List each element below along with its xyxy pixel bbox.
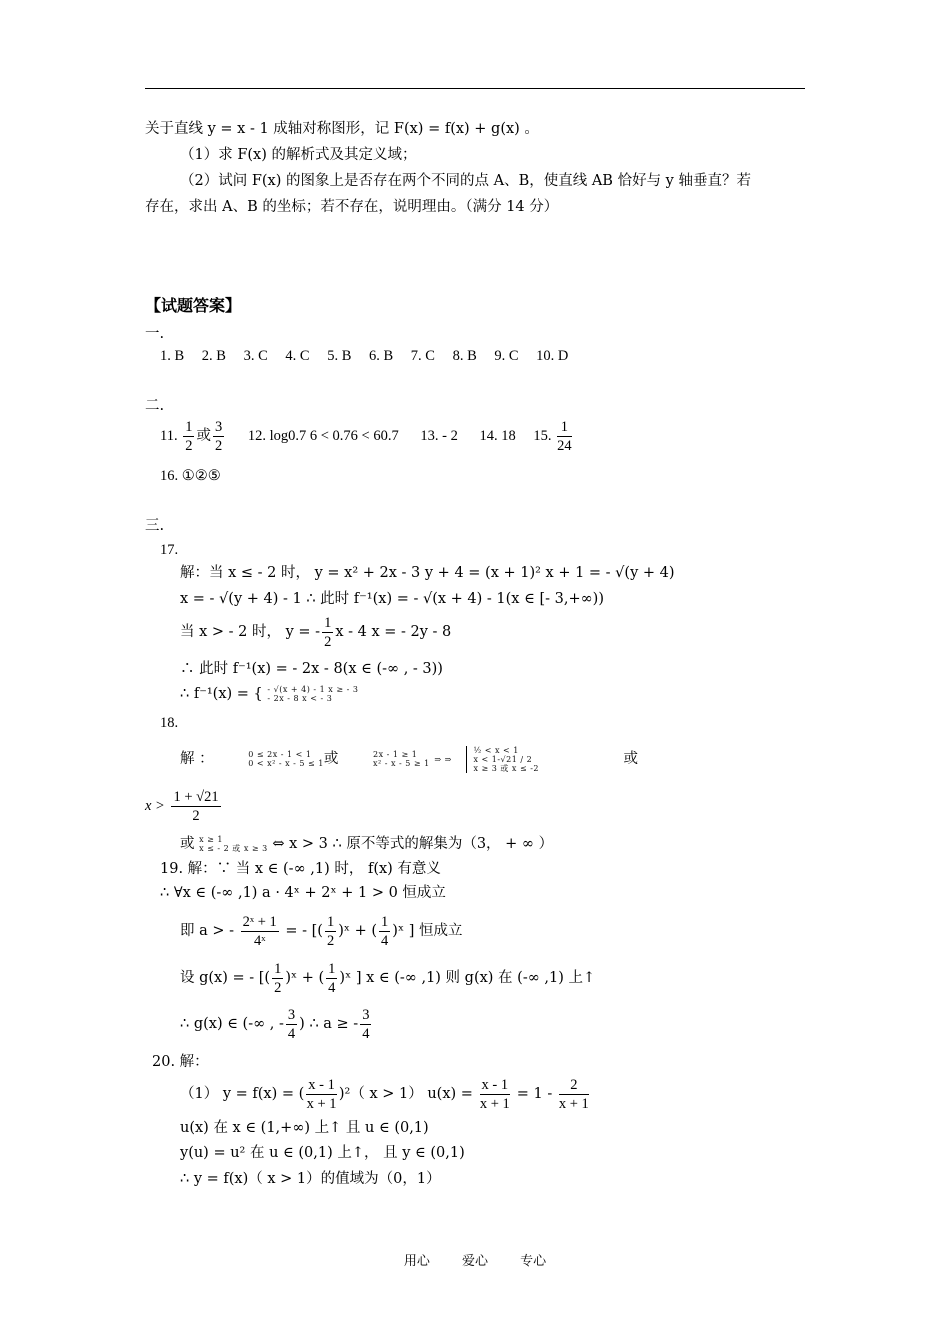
system-3-row-2: x < 1-√21 / 2 (473, 754, 533, 764)
fraction: $\frac{1}{4}$ (328, 960, 336, 996)
fraction: $\frac{2}{x + 1}$ (558, 1076, 589, 1112)
answer-item: 8. B (452, 348, 477, 364)
section-two-label: 二. (145, 398, 165, 414)
system-1-row-1: 0 ≤ 2x - 1 < 1 (248, 750, 312, 759)
solution-18-conclusion: ⇔ x > 3 ∴ 原不等式的解集为（3， + ∞ ） (272, 836, 554, 852)
solution-19-line-5a: ∴ g(x) ∈ (-∞ , - (180, 1016, 284, 1032)
solution-17-line-5a: ∴ f⁻¹(x) = { (180, 686, 263, 702)
implies-arrow: ⇒ ⇒ (434, 754, 452, 764)
solution-18-number: 18. (160, 715, 179, 731)
solution-19-line-5 (180, 1003, 373, 1045)
answer-12-label: 12. (247, 428, 266, 444)
solution-17-line-2: x = - √(y + 4) - 1 ∴ 此时 f⁻¹(x) = - √(x + 4) - 1(x ∈ [- 3,+∞)) (180, 591, 604, 607)
solution-19-line-4 (180, 957, 595, 999)
answer-item: 10. D (536, 348, 569, 364)
fraction: $\frac{1}{24}$ (557, 419, 572, 455)
fraction: $\frac{x - 1}{x + 1}$ (479, 1076, 510, 1112)
solution-19-line-3a: 即 a > - (180, 923, 235, 939)
inequality-system-4 (199, 835, 268, 853)
answer-16: 16. ①②⑤ (160, 468, 221, 484)
solution-20-line-3: y(u) = u² 在 u ∈ (0,1) 上↑， 且 y ∈ (0,1) (180, 1145, 465, 1161)
system-4-row-1: x ≥ 1 (199, 835, 223, 844)
page-footer (0, 1250, 950, 1269)
solution-18-line-2 (145, 786, 223, 826)
answer-11-label: 11. (160, 428, 178, 444)
footer-item: 用心 (403, 1254, 430, 1269)
solution-20-line-1 (180, 1073, 591, 1115)
footer-item: 爱心 (461, 1254, 488, 1269)
solution-19-line-5b: ) ∴ a ≥ - (299, 1016, 359, 1032)
inequality-lhs: x > (145, 798, 165, 814)
solution-18-line-1 (180, 741, 638, 777)
answer-item: 3. C (243, 348, 268, 364)
solution-19-line-1: 19. 解：∵ 当 x ∈ (-∞ ,1) 时， f(x) 有意义 (160, 861, 441, 877)
inequality-system-3 (466, 746, 623, 773)
fraction: $\frac{3}{4}$ (287, 1006, 296, 1042)
problem-question-2a: （2）试问 F(x) 的图象上是否存在两个不同的点 A、B，使直线 AB 恰好与 y 轴垂直？若 (180, 173, 751, 189)
system-2-row-2: x² - x - 5 ≥ 1 (372, 759, 430, 768)
solution-20-line-1a: （1） y = f(x) = ( (180, 1086, 305, 1102)
fraction: $\frac{1}{2}$ (326, 913, 335, 949)
solution-17-number: 17. (160, 542, 179, 558)
answers-heading: 【试题答案】 (145, 296, 242, 315)
fraction: $\frac{3}{2}$ (214, 419, 223, 455)
solution-19-line-3b: = - [( (285, 923, 323, 939)
section-two-row (160, 416, 574, 456)
solution-19-line-3d: )ˣ ] 恒成立 (392, 923, 463, 939)
solution-20-number: 20. 解： (152, 1054, 209, 1070)
solution-20-line-4: ∴ y = f(x)（ x > 1）的值域为（0，1） (180, 1171, 441, 1187)
system-2-row-1: 2x - 1 ≥ 1 (372, 750, 418, 759)
system-3-row-1: ½ < x < 1 (473, 745, 519, 755)
solution-17-line-3 (180, 612, 451, 652)
solution-17-line-3b: x - 4 x = - 2y - 8 (335, 624, 452, 640)
solution-19-line-3c: )ˣ + ( (338, 923, 378, 939)
section-one-answers (160, 346, 582, 366)
system-3-row-3: x ≥ 3 或 x ≤ -2 (473, 763, 540, 773)
answer-item: 6. B (368, 348, 394, 364)
answer-11-or: 或 (196, 428, 211, 444)
footer-item: 专心 (520, 1254, 547, 1269)
solution-19-line-3 (180, 910, 462, 952)
inequality-system-1 (248, 750, 324, 768)
or-text: 或 (180, 836, 195, 852)
answer-14: 14. 18 (479, 428, 516, 444)
header-rule (145, 88, 805, 89)
answer-item: 7. C (410, 348, 435, 364)
solution-17-line-5 (180, 684, 358, 704)
answer-13: 13. - 2 (420, 428, 458, 444)
solution-17-line-3a: 当 x > - 2 时， y = - (180, 624, 321, 640)
solution-19-line-4c: )ˣ ] x ∈ (-∞ ,1) 则 g(x) 在 (-∞ ,1) 上↑ (339, 970, 596, 986)
solution-17-line-4: ∴ 此时 f⁻¹(x) = - 2x - 8(x ∈ (-∞ , - 3)) (180, 661, 443, 677)
piecewise-cases (267, 685, 358, 703)
fraction: $\frac{1}{2}$ (185, 419, 193, 455)
fraction: $\frac{1}{2}$ (274, 960, 282, 996)
fraction: $\frac{\text{2ˣ + 1}}{\text{4ˣ}}$ (242, 913, 277, 949)
solution-19-line-4b: )ˣ + ( (285, 970, 325, 986)
section-one-label: 一. (145, 326, 165, 342)
solution-20-line-1b: )²（ x > 1） u(x) = (338, 1086, 473, 1102)
fraction: $\frac{1}{2}$ (324, 614, 332, 650)
solution-18-label: 解 ： (180, 751, 214, 767)
inequality-system-2 (373, 750, 430, 768)
solution-19-line-2: ∴ ∀x ∈ (-∞ ,1) a · 4ˣ + 2ˣ + 1 > 0 恒成立 (160, 885, 446, 901)
answer-item: 4. C (285, 348, 310, 364)
answer-15-label: 15. (533, 428, 552, 444)
answer-item: 5. B (327, 348, 352, 364)
system-4-row-2: x ≤ - 2 或 x ≥ 3 (199, 844, 268, 853)
problem-question-2b: 存在，求出 A、B 的坐标；若不存在，说明理由。（满分 14 分） (145, 199, 559, 215)
answer-item: 2. B (201, 348, 226, 364)
problem-line-1: 关于直线 y = x - 1 成轴对称图形，记 F(x) = f(x) + g(x) 。 (145, 121, 539, 137)
fraction: $\frac{1}{4}$ (381, 913, 389, 949)
solution-20-line-2: u(x) 在 x ∈ (1,+∞) 上↑ 且 u ∈ (0,1) (180, 1120, 429, 1136)
fraction: $\frac{1 + √21}{2}$ (173, 788, 219, 824)
or-text: 或 (323, 751, 339, 767)
answer-item: 9. C (494, 348, 519, 364)
fraction: $\frac{3}{4}$ (362, 1006, 370, 1042)
answer-item: 1. B (160, 348, 185, 364)
solution-17-line-1: 解：当 x ≤ - 2 时， y = x² + 2x - 3 y + 4 = (x + 1)² x + 1 = - √(y + 4) (180, 565, 675, 581)
solution-19-line-4a: 设 g(x) = - [( (180, 970, 271, 986)
solution-18-line-3 (180, 834, 553, 854)
fraction: $\frac{x - 1}{x + 1}$ (306, 1076, 337, 1112)
section-three-label: 三. (145, 518, 165, 534)
solution-20-line-1c: = 1 - (516, 1086, 553, 1102)
problem-question-1: （1）求 F(x) 的解析式及其定义域； (180, 147, 417, 163)
piecewise-case-1: - √(x + 4) - 1 x ≥ - 3 (267, 685, 359, 694)
piecewise-case-2: - 2x - 8 x < - 3 (267, 694, 333, 703)
system-1-row-2: 0 < x² - x - 5 ≤ 1 (248, 759, 324, 768)
or-text: 或 (623, 751, 638, 767)
answer-12-expr: log0.7 6 < 0.76 < 60.7 (269, 428, 399, 444)
